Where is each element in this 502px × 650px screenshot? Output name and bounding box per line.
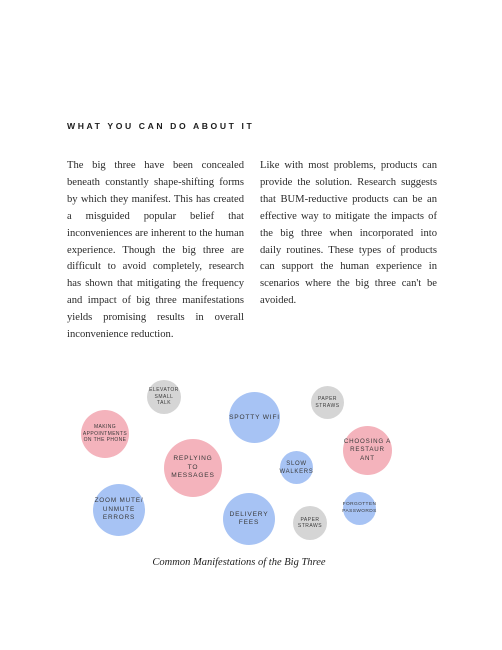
bubble-label: DELIVERY FEES [229, 510, 269, 526]
bubble-paper-straws-top [311, 386, 344, 419]
bubble-label: ZOOM MUTE/ UNMUTE ERRORS [94, 497, 144, 522]
bubble-label: FORGOTTEN PASSWORDS [342, 502, 377, 514]
bubble-paper-straws-bottom [293, 506, 327, 540]
bubble-making-appointments [81, 410, 129, 458]
bubble-choosing-a-restaurant [343, 426, 392, 475]
bubble-label: REPLYING TO MESSAGES [171, 455, 215, 480]
bubble-label: CHOOSING A RESTAUR ANT [343, 437, 392, 462]
bubble-label: PAPER STRAWS [297, 516, 323, 529]
body-paragraph-right: Like with most problems, products can provide the solution. Research suggests that BUM-reductive products can be an effective way to mitigate the impacts of the big three when incorporated into daily routines. These types of products can support the human experience in scenarios where the big three can't be avoided. [260, 160, 437, 307]
bubble-label: ELEVATOR SMALL TALK [149, 387, 179, 407]
bubble-slow-walkers [280, 451, 313, 484]
bubble-elevator-small-talk [147, 380, 181, 414]
section-heading: WHAT YOU CAN DO ABOUT IT [67, 121, 255, 131]
bubble-zoom-mute-errors [93, 484, 145, 536]
bubble-delivery-fees [223, 493, 275, 545]
diagram-caption: Common Manifestations of the Big Three [152, 557, 326, 568]
bubble-label: PAPER STRAWS [315, 396, 340, 409]
bubble-spotty-wifi [229, 392, 280, 443]
bubble-forgotten-passwords [343, 492, 376, 525]
bubble-label: SPOTTY WIFI [229, 414, 280, 421]
bubble-label: MAKING APPOINTMENTS ON THE PHONE [82, 424, 128, 444]
bubble-replying-to-messages [164, 439, 222, 497]
bubble-label: SLOW WALKERS [279, 460, 314, 475]
body-paragraph-left: The big three have been concealed beneath constantly shape-shifting forms by which they manifest. This has created a misguided popular belief that inconveniences are inherent to the human experience. Though the big three are difficult to avoid completely, research has shown that mitigating the frequency and impact of big three manifestations yields promising results in overall inconvenience reduction. [67, 160, 244, 341]
